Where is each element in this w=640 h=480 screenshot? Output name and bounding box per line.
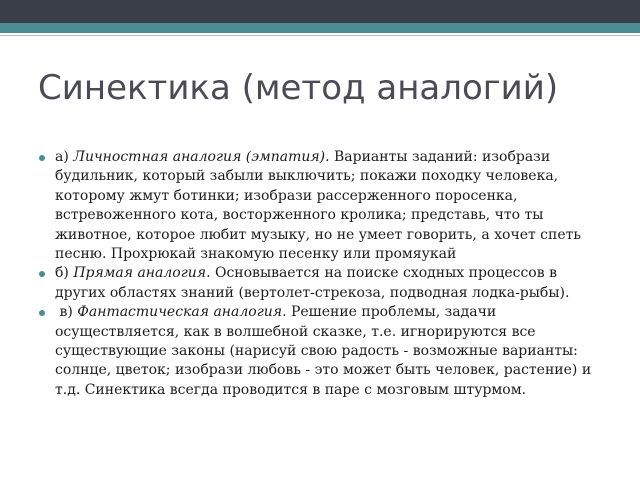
slide-content <box>30 148 610 400</box>
item-term: Прямая аналогия <box>73 265 207 282</box>
bullet-icon <box>39 271 45 277</box>
top-bar-dark <box>0 0 640 23</box>
list-item-direct-analogy <box>30 264 610 303</box>
item-text: . Решение проблемы, задачи осуществляется, как в волшебной сказке, т.е. игнорируются все существующие законы (нарисуй свою радость - возможные варианты: солнце, цветок; изобрази любовь - это может быть человек, растение) и т.д. Синектика всегда проводится в паре с мозговым штурмом. <box>55 304 592 398</box>
bullet-icon <box>39 310 45 316</box>
top-bar-line <box>0 35 640 36</box>
list-item-personal-analogy <box>30 148 610 264</box>
top-bar-teal <box>0 23 640 33</box>
item-term: Личностная аналогия (эмпатия). <box>73 149 330 165</box>
item-prefix: а) <box>55 149 74 165</box>
item-text: . Основывается на поиске сходных процессов в других областях знаний (вертолет-стрекоза, подводная лодка-рыбы). <box>55 265 570 301</box>
item-term: Фантастическая аналогия <box>77 304 283 321</box>
list-item-fantastic-analogy <box>30 303 610 400</box>
slide-title: Синектика (метод аналогий) <box>38 68 559 108</box>
bullet-icon <box>39 155 45 161</box>
item-text: Варианты заданий: изобрази будильник, который забыли выключить; покажи походку человека, которому жмут ботинки; изобрази рассерженного поросенка, встревоженного кота, восторженного кролика; представь, что ты животное, которое любит музыку, но не умеет говорить, а хочет спеть песню. Прохрюкай знакомую песенку или промяукай <box>55 149 582 263</box>
item-prefix: в) <box>55 304 78 321</box>
item-prefix: б) <box>55 265 74 282</box>
